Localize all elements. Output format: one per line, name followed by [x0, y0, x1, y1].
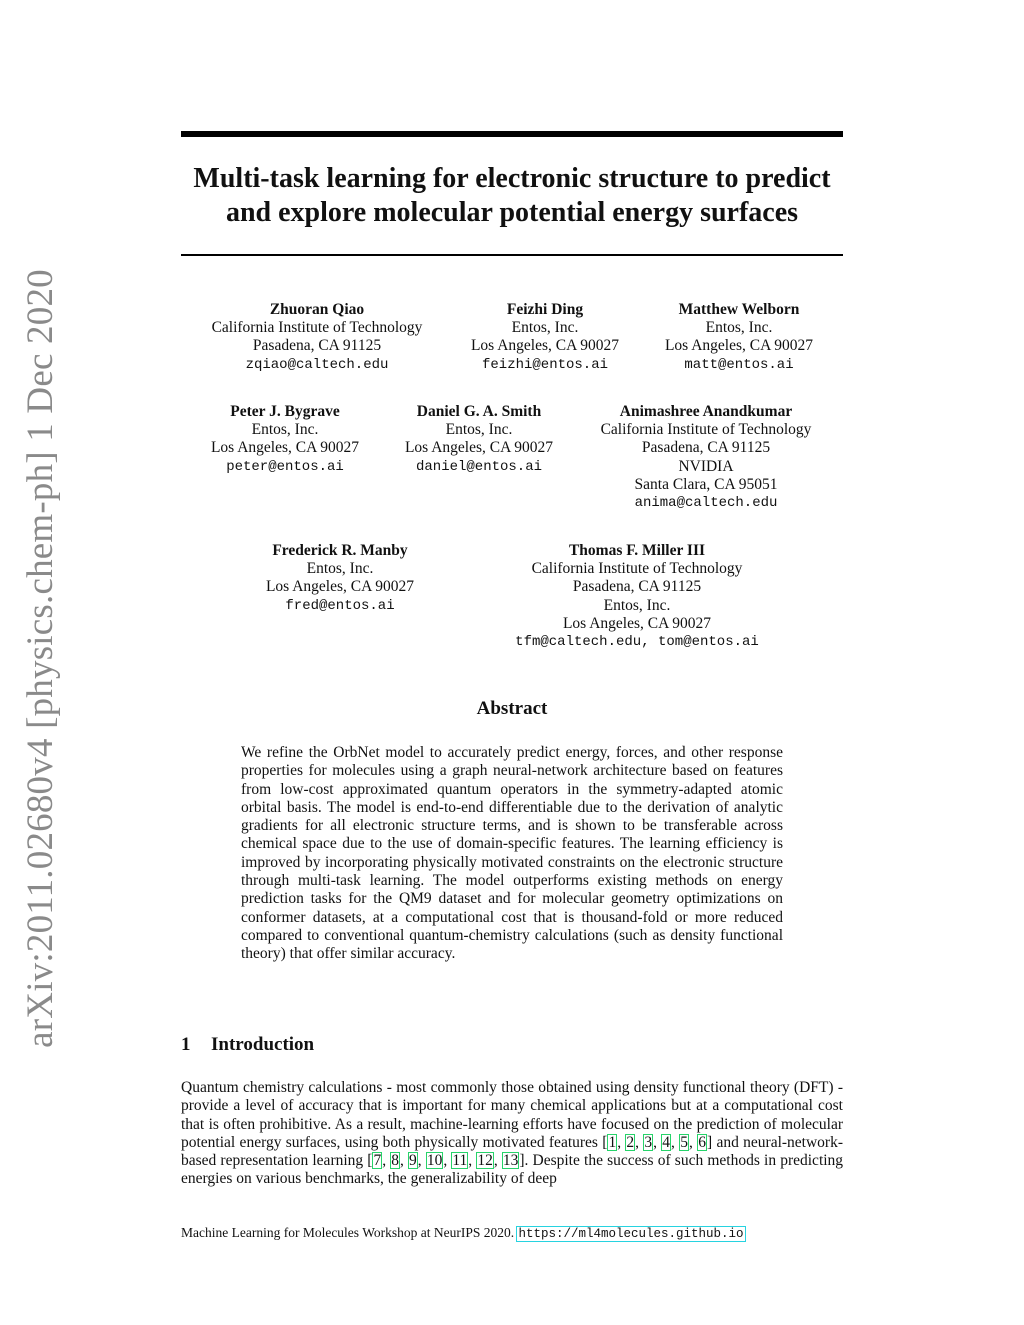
author-affiliation: California Institute of Technology: [211, 319, 423, 337]
citation-link[interactable]: 2: [626, 1133, 635, 1151]
author-email[interactable]: fred@entos.ai: [285, 597, 395, 614]
author-email[interactable]: zqiao@caltech.edu: [245, 356, 389, 373]
author-block: [197, 301, 437, 374]
author-email[interactable]: matt@entos.ai: [684, 356, 794, 373]
citation-link[interactable]: 11: [452, 1152, 468, 1170]
author-block: [250, 542, 430, 615]
citation-link[interactable]: 3: [644, 1133, 653, 1151]
author-block: [649, 301, 829, 374]
author-email[interactable]: tfm@caltech.edu, tom@entos.ai: [515, 634, 759, 651]
author-name: Zhuoran Qiao: [269, 301, 365, 318]
author-block: [389, 403, 569, 476]
arxiv-stamp: [14, 268, 66, 1048]
author-address: Los Angeles, CA 90027: [562, 614, 712, 632]
footer-url-link[interactable]: https://ml4molecules.github.io: [518, 1227, 744, 1241]
author-affiliation: NVIDIA: [678, 457, 734, 475]
author-address: Pasadena, CA 91125: [572, 578, 702, 596]
author-name: Matthew Welborn: [678, 301, 800, 318]
author-name: Daniel G. A. Smith: [416, 403, 542, 420]
author-block: [455, 301, 635, 374]
author-email[interactable]: feizhi@entos.ai: [481, 356, 609, 373]
author-address: Santa Clara, CA 95051: [634, 475, 778, 493]
citation-link[interactable]: 12: [477, 1152, 493, 1170]
citation-link[interactable]: 9: [409, 1152, 417, 1170]
section-title: Introduction: [211, 1034, 315, 1055]
author-block: [195, 403, 375, 476]
author-email[interactable]: anima@caltech.edu: [634, 495, 778, 512]
author-name: Frederick R. Manby: [272, 542, 408, 559]
citation-link[interactable]: 6: [698, 1133, 706, 1151]
title-top-rule: [181, 131, 843, 137]
author-affiliation: California Institute of Technology: [531, 560, 743, 578]
title-bottom-rule: [181, 254, 843, 256]
author-email[interactable]: peter@entos.ai: [226, 458, 344, 475]
author-name: Thomas F. Miller III: [568, 542, 706, 559]
author-name: Peter J. Bygrave: [230, 403, 340, 420]
intro-text: ] and neural-network-based representation learning [: [181, 1133, 843, 1170]
author-address: Los Angeles, CA 90027: [265, 578, 415, 596]
author-affiliation: Entos, Inc.: [603, 596, 671, 614]
title-line-1: Multi-task learning for electronic structure to predict: [193, 163, 831, 194]
author-affiliation: Entos, Inc.: [306, 560, 374, 578]
author-affiliation: Entos, Inc.: [705, 319, 773, 337]
author-affiliation: California Institute of Technology: [600, 421, 812, 439]
author-address: Los Angeles, CA 90027: [404, 439, 554, 457]
author-name: Animashree Anandkumar: [619, 403, 793, 420]
abstract-heading: Abstract: [476, 698, 548, 719]
author-email[interactable]: daniel@entos.ai: [415, 458, 543, 475]
citation-link[interactable]: 13: [502, 1152, 519, 1170]
author-address: Los Angeles, CA 90027: [210, 439, 360, 457]
intro-paragraph: Quantum chemistry calculations - most commonly those obtained using density functional theory (DFT) - provide a level of accuracy that is important for many chemical applications but at a computational cost that is often prohibitive. As a result, machine-learning efforts have focused on the prediction of molecular potential energy surfaces, using both physically motivated features [1, 2, 3, 4, 5, 6] and neural-network-based representation learning [7, 8, 9, 10, 11, 12, 13]. Despite the success of such methods in predicting energies on various benchmarks, the generalizability of deep: [181, 1079, 844, 1188]
author-name: Feizhi Ding: [506, 301, 584, 318]
author-address: Pasadena, CA 91125: [252, 337, 382, 355]
author-address: Pasadena, CA 91125: [641, 439, 771, 457]
section-number: 1: [181, 1034, 191, 1055]
author-affiliation: Entos, Inc.: [445, 421, 513, 439]
author-address: Los Angeles, CA 90027: [470, 337, 620, 355]
abstract-body: We refine the OrbNet model to accurately predict energy, forces, and other response properties for molecules using a graph neural-network architecture based on features from low-cost approximated quantum operators in the symmetry-adapted atomic orbital basis. The model is end-to-end differentiable due to the derivation of analytic gradients for all electronic structure terms, and is shown to be transferable across chemical space due to the use of domain-specific features. The learning efficiency is improved by incorporating physically motivated constraints on the electronic structure through multi-task learning. The model outperforms existing methods on energy prediction tasks for the QM9 dataset and for molecular geometry optimizations on conformer datasets, at a computational cost that is thousand-fold or more reduced compared to conventional quantum-chemistry calculations (such as density functional theory) that offer similar accuracy.: [241, 744, 783, 963]
citation-link[interactable]: 7: [373, 1152, 382, 1170]
author-block: [586, 403, 826, 512]
author-block: [497, 542, 777, 651]
author-address: Los Angeles, CA 90027: [664, 337, 814, 355]
citation-link[interactable]: 1: [608, 1133, 617, 1151]
author-affiliation: Entos, Inc.: [251, 421, 319, 439]
section-heading: [181, 1034, 314, 1056]
paper-title: [181, 162, 843, 230]
title-line-2: and explore molecular potential energy surfaces: [225, 197, 799, 228]
intro-text: Quantum chemistry calculations - most commonly those obtained using density functional theory (DFT) - provide a level of accuracy that is important for many chemical applications but at a computational cost that is often prohibitive. As a result, machine-learning efforts have focused on the prediction of molecular potential energy surfaces, using both physically motivated features [: [181, 1079, 843, 1151]
author-affiliation: Entos, Inc.: [511, 319, 579, 337]
arxiv-stamp-text: arXiv:2011.02680v4 [physics.chem-ph] 1 Dec 2020: [19, 268, 61, 1048]
footer-text: Machine Learning for Molecules Workshop at NeurIPS 2020.: [181, 1225, 515, 1240]
citation-link[interactable]: 5: [680, 1133, 688, 1151]
citation-link[interactable]: 10: [426, 1152, 443, 1170]
footer-note: [181, 1225, 881, 1241]
citation-link[interactable]: 4: [662, 1133, 671, 1151]
citation-link[interactable]: 8: [391, 1152, 399, 1170]
intro-text: ]. Despite the success of such methods in predicting energies on various benchmarks, the generalizability of deep: [181, 1152, 844, 1188]
